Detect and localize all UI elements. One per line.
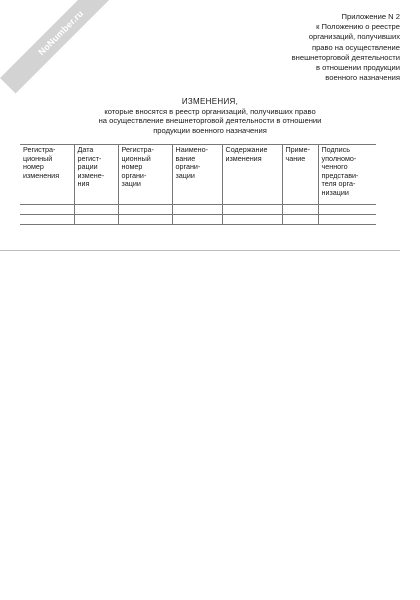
table-row (20, 205, 376, 215)
table-cell (172, 215, 222, 225)
table-cell (318, 205, 376, 215)
table-cell (74, 205, 118, 215)
column-header: Приме- чание (282, 145, 318, 205)
table-cell (282, 205, 318, 215)
column-header: Дата регист- рации измене- ния (74, 145, 118, 205)
appendix-line: к Положению о реестре (316, 22, 400, 32)
table-cell (118, 215, 172, 225)
column-header: Подпись уполномо- ченного представи- теля орга- низации (318, 145, 376, 205)
table-cell (172, 205, 222, 215)
table-cell (318, 215, 376, 225)
document-title: ИЗМЕНЕНИЯ, (181, 97, 239, 106)
document-subtitle-line: продукции военного назначения (153, 125, 267, 135)
table-cell (282, 215, 318, 225)
appendix-line: организаций, получивших (308, 32, 400, 42)
table-cell (222, 205, 282, 215)
table-cell (20, 215, 74, 225)
appendix-line: Приложение N 2 (341, 12, 400, 21)
watermark-logo: NoNumber.ru (0, 0, 122, 94)
page-divider (0, 250, 400, 251)
column-header: Регистра- ционный номер органи- зации (118, 145, 172, 205)
document-subtitle-line: которые вносятся в реестр организаций, получивших право (104, 106, 316, 116)
table-cell (118, 205, 172, 215)
changes-table-wrapper (20, 144, 376, 225)
document-heading (60, 97, 360, 135)
column-header: Регистра- ционный номер изменения (20, 145, 74, 205)
appendix-line: право на осуществление (311, 42, 400, 52)
column-header: Содержание изменения (222, 145, 282, 205)
table-body (20, 205, 376, 225)
column-header: Наимено- вание органи- зации (172, 145, 222, 205)
table-cell (74, 215, 118, 225)
appendix-line: военного назначения (325, 73, 400, 83)
table-cell (222, 215, 282, 225)
appendix-header (240, 12, 400, 83)
appendix-line: в отношении продукции (316, 63, 400, 73)
appendix-line: внешнеторговой деятельности (291, 52, 400, 62)
table-cell (20, 205, 74, 215)
table-header-row (20, 145, 376, 205)
table-row (20, 215, 376, 225)
changes-table (20, 144, 376, 225)
document-subtitle-line: на осуществление внешнеторговой деятельности в отношении (98, 116, 322, 126)
